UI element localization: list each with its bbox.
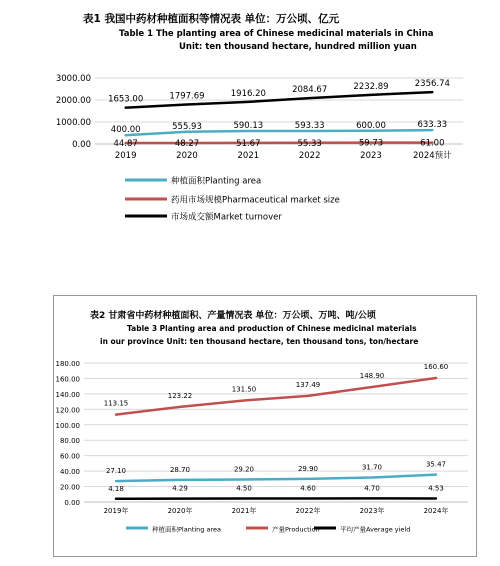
chart-2-y-tick-label: 80.00 [59,437,80,446]
chart-1-legend-label: 市场成交额Market turnover [171,212,282,223]
chart-2-data-point [371,386,373,388]
chart-2-svg [54,296,476,556]
chart-1-data-label: 593.33 [294,120,325,131]
chart-1-data-label: 2356.74 [414,79,450,90]
chart-1-x-tick-label: 2024预计 [413,151,452,161]
chart-1-y-tick-label: 3000.00 [55,74,91,84]
chart-2-data-point [307,395,309,397]
chart-1-data-label: 633.33 [417,120,448,131]
chart-2-data-label: 148.90 [359,372,385,381]
chart-1-data-label: 55.33 [297,138,322,149]
chart-1-x-tick-label: 2023 [360,151,382,161]
chart-1-x-tick-label: 2020 [176,151,198,161]
chart-2-x-tick-label: 2021年 [231,507,257,515]
chart-2-data-label: 35.47 [425,460,447,469]
chart-2-data-point [243,479,245,481]
chart-2-data-label: 160.60 [423,362,449,371]
chart-1-data-label: 59.73 [358,138,384,149]
chart-1-data-point [248,101,250,103]
chart-panel-2 [53,295,477,557]
chart-2-y-tick-label: 20.00 [59,483,80,492]
chart-2-data-label: 4.53 [428,484,444,493]
chart-2-data-label: 4.50 [236,484,252,493]
chart-1-data-label: 590.13 [233,121,264,132]
chart-2-x-tick-label: 2024年 [423,507,449,515]
chart-1-legend-label: 种植面积Planting area [171,176,262,187]
chart-1-x-tick-label: 2022 [298,151,321,161]
chart-2-data-point [115,414,117,416]
chart-2-data-point [179,479,181,481]
chart-1-data-label: 600.00 [356,120,386,131]
chart-2-x-tick-label: 2019年 [103,507,129,515]
chart-2-y-tick-label: 140.00 [55,390,80,399]
chart-1-data-label: 1653.00 [108,94,144,105]
chart-2-y-tick-label: 0.00 [64,499,80,507]
chart-2-data-label: 113.15 [103,399,129,408]
chart-1-data-label: 48.27 [174,138,200,149]
chart-2-y-tick-label: 120.00 [55,406,80,415]
chart-1-x-tick-label: 2019 [114,151,137,161]
chart-2-data-point [115,480,117,482]
chart-2-data-point [307,478,309,480]
chart-2-legend-label: 种植面积Planting area [152,525,221,534]
chart-1-data-label: 44.87 [113,139,138,150]
chart-1-svg [53,8,465,228]
chart-2-subtitle-2: in our province Unit: ten thousand hectare, ten thousand tons, ton/hectare [100,337,419,346]
chart-1-subtitle-2: Unit: ten thousand hectare, hundred million yuan [179,42,417,52]
chart-1-x-tick-label: 2021 [237,151,260,161]
chart-1-data-point [309,97,311,99]
chart-2-series-line-1 [116,475,436,481]
chart-1-data-point [186,104,188,106]
chart-1-data-label: 1916.20 [230,88,266,99]
chart-1-data-label: 2084.67 [292,85,328,96]
chart-1-data-point [370,94,372,96]
chart-2-data-label: 4.29 [172,484,188,493]
chart-2-data-point [179,406,181,408]
chart-2-x-tick-label: 2023年 [359,507,385,515]
chart-2-y-tick-label: 40.00 [59,468,80,477]
chart-1-data-point [432,91,434,93]
chart-2-data-point [243,498,245,500]
chart-2-x-tick-label: 2022年 [295,507,321,515]
chart-panel-1 [53,8,465,228]
chart-2-data-point [115,498,117,500]
chart-2-data-label: 4.70 [364,484,380,493]
chart-2-data-label: 31.70 [361,463,383,472]
chart-2-y-tick-label: 160.00 [55,375,80,384]
chart-1-data-label: 2232.89 [353,81,389,92]
chart-1-data-label: 1797.69 [169,91,205,102]
chart-1-legend-label: 药用市场规模Pharmaceutical market size [171,195,340,206]
chart-2-data-label: 29.20 [233,465,255,474]
chart-1-data-label: 51.67 [236,138,261,149]
chart-1-subtitle: Table 1 The planting area of Chinese medicinal materials in China [119,29,434,39]
chart-1-title: 表1 我国中药材种植面积等情况表 单位：万公顷、亿元 [83,13,340,25]
chart-2-legend-label: 产量Production [272,525,320,534]
chart-2-x-tick-label: 2020年 [167,507,193,515]
chart-1-data-label: 400.00 [110,125,141,136]
chart-1-y-tick-label: 1000.00 [55,118,91,128]
chart-2-data-point [307,498,309,500]
chart-2-data-label: 137.49 [295,380,321,389]
chart-2-y-tick-label: 180.00 [55,360,80,368]
chart-2-data-label: 27.10 [105,467,127,476]
chart-1-data-label: 555.93 [172,121,202,132]
chart-2-data-point [435,474,437,476]
chart-2-data-label: 4.60 [300,484,316,493]
chart-2-data-point [243,400,245,402]
chart-2-legend-label: 平均产量Average yield [340,525,411,534]
chart-1-y-tick-label: 2000.00 [55,96,91,106]
chart-1-data-label: 61.00 [420,138,445,149]
chart-2-data-point [371,477,373,479]
chart-1-data-point [125,107,127,109]
chart-2-y-tick-label: 60.00 [59,452,80,461]
chart-2-data-label: 131.50 [231,385,257,394]
chart-2-y-tick-label: 100.00 [55,421,80,430]
chart-2-data-point [371,498,373,500]
chart-2-data-point [179,498,181,500]
chart-2-data-label: 28.70 [169,465,191,474]
chart-2-data-point [435,377,437,379]
chart-2-data-point [435,498,437,500]
chart-2-subtitle: Table 3 Planting area and production of Chinese medicinal materials [127,324,417,333]
chart-2-data-label: 29.90 [297,464,319,473]
chart-2-data-label: 123.22 [167,391,193,400]
chart-2-data-label: 4.18 [108,484,124,493]
chart-1-y-tick-label: 0.00 [72,140,91,150]
chart-2-title: 表2 甘肃省中药材种植面积、产量情况表 单位：万公顷、万吨、吨/公顷 [90,311,376,321]
